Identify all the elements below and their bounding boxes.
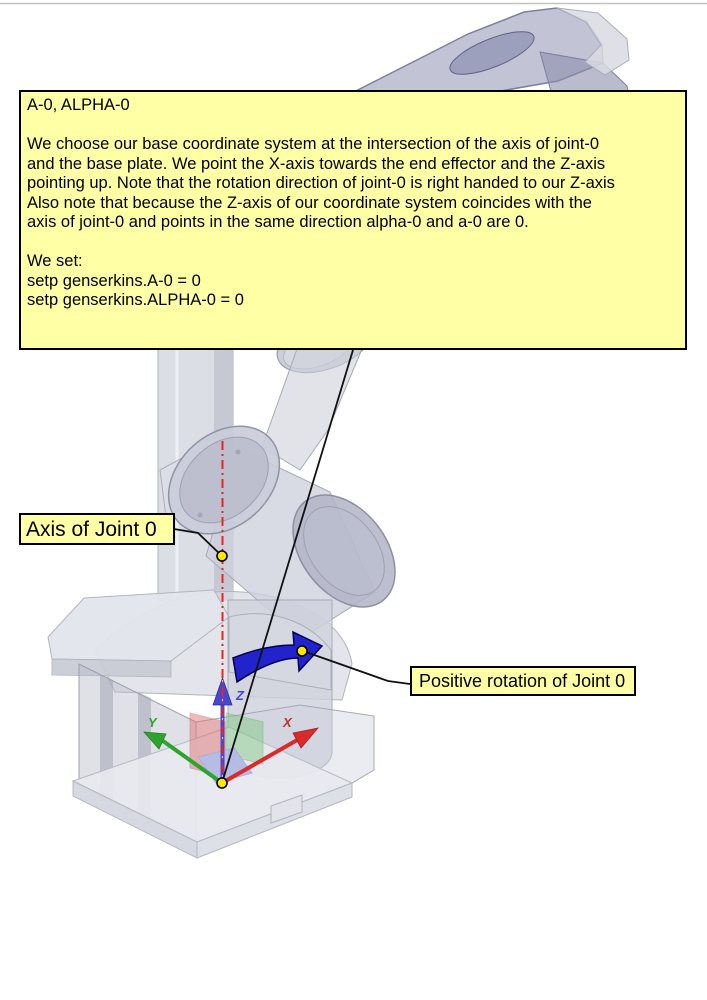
- origin-marker-dot: [217, 778, 227, 788]
- x-axis-label: X: [283, 715, 292, 730]
- positive-rotation-callout-label: Positive rotation of Joint 0: [419, 671, 626, 691]
- y-axis-label: Y: [148, 715, 157, 730]
- positive-rotation-callout: [410, 666, 636, 696]
- note-title: A-0, ALPHA-0: [27, 96, 130, 114]
- note-commands: setp genserkins.A-0 = 0 setp genserkins.ALPHA-0 = 0: [27, 271, 244, 309]
- note-box: [19, 90, 687, 350]
- note-body: We choose our base coordinate system at the intersection of the axis of joint-0 and the base plate. We point the X-axis towards the end effector and the Z-axis pointing up. Note that the rotation direction of joint-0 is right handed to our Z-axis Also note that because the Z-axis of our coordinate system coincides with the axis of joint-0 and points in the same direction alpha-0 and a-0 are 0.: [27, 135, 615, 231]
- rotation-marker-dot: [297, 646, 307, 656]
- axis-of-joint-callout: [19, 513, 175, 545]
- axis-marker-dot: [217, 551, 227, 561]
- robot-upper-arm: [346, 8, 629, 102]
- z-axis-label: Z: [236, 688, 244, 703]
- note-set-intro: We set:: [27, 252, 83, 270]
- axis-of-joint-callout-label: Axis of Joint 0: [26, 518, 157, 541]
